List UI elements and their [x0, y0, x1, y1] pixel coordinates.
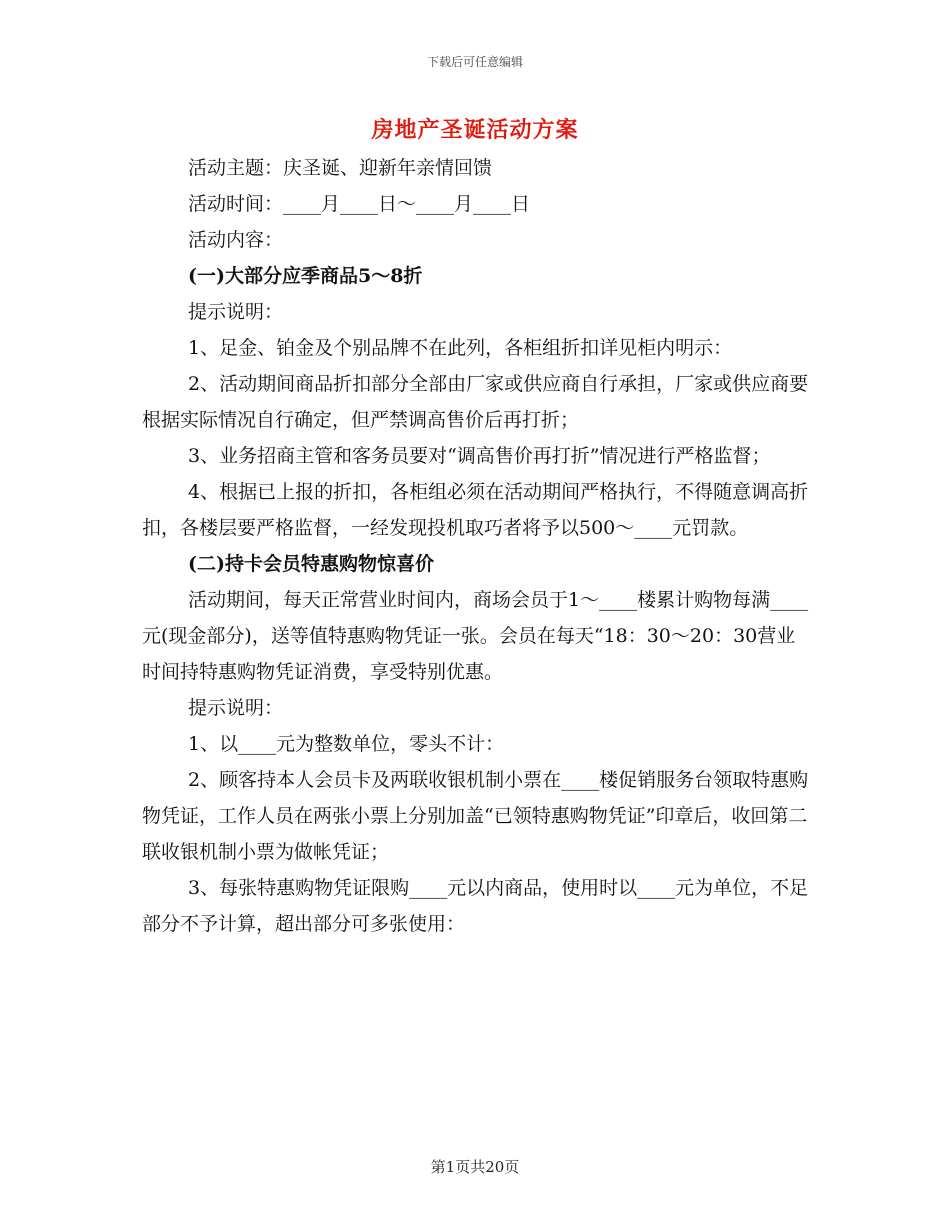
- page-footer: 第1页共20页: [430, 1158, 520, 1176]
- activity-theme: 活动主题：庆圣诞、迎新年亲情回馈: [188, 157, 493, 179]
- note-2-2: 2、顾客持本人会员卡及两联收银机制小票在____楼促销服务台领取特惠购物凭证，工作人员在两张小票上分别加盖“已领特惠购物凭证”印章后，收回第二联收银机制小票为做帐凭证；: [142, 769, 809, 863]
- note-1-1: 1、足金、铂金及个别品牌不在此列，各柜组折扣详见柜内明示：: [188, 337, 733, 359]
- section-heading-2: (二)持卡会员特惠购物惊喜价: [188, 553, 434, 575]
- document-title: 房地产圣诞活动方案: [371, 117, 579, 143]
- member-offer-paragraph: 活动期间，每天正常营业时间内，商场会员于1～____楼累计购物每满____元(现金部分)，送等值特惠购物凭证一张。会员在每天“18：30～20：30营业时间持特惠购物凭证消费，享受特别优惠。: [142, 589, 809, 683]
- activity-content-label: 活动内容：: [188, 229, 284, 251]
- activity-time: 活动时间：____月____日～____月____日: [188, 193, 531, 215]
- note-2-3: 3、每张特惠购物凭证限购____元以内商品，使用时以____元为单位，不足部分不予计算，超出部分可多张使用：: [142, 877, 809, 935]
- notes-label-2: 提示说明：: [188, 697, 284, 719]
- note-1-3: 3、业务招商主管和客务员要对“调高售价再打折”情况进行严格监督；: [188, 445, 771, 467]
- notes-label-1: 提示说明：: [188, 301, 284, 323]
- note-1-4: 4、根据已上报的折扣，各柜组必须在活动期间严格执行，不得随意调高折扣，各楼层要严格监督，一经发现投机取巧者将予以500～____元罚款。: [142, 481, 809, 539]
- note-1-2: 2、活动期间商品折扣部分全部由厂家或供应商自行承担，厂家或供应商要根据实际情况自行确定，但严禁调高售价后再打折；: [142, 373, 809, 431]
- page-header: 下载后可任意编辑: [426, 55, 523, 69]
- section-heading-1: (一)大部分应季商品5～8折: [188, 265, 423, 287]
- document-body: [142, 150, 810, 942]
- note-2-1: 1、以____元为整数单位，零头不计：: [188, 733, 505, 755]
